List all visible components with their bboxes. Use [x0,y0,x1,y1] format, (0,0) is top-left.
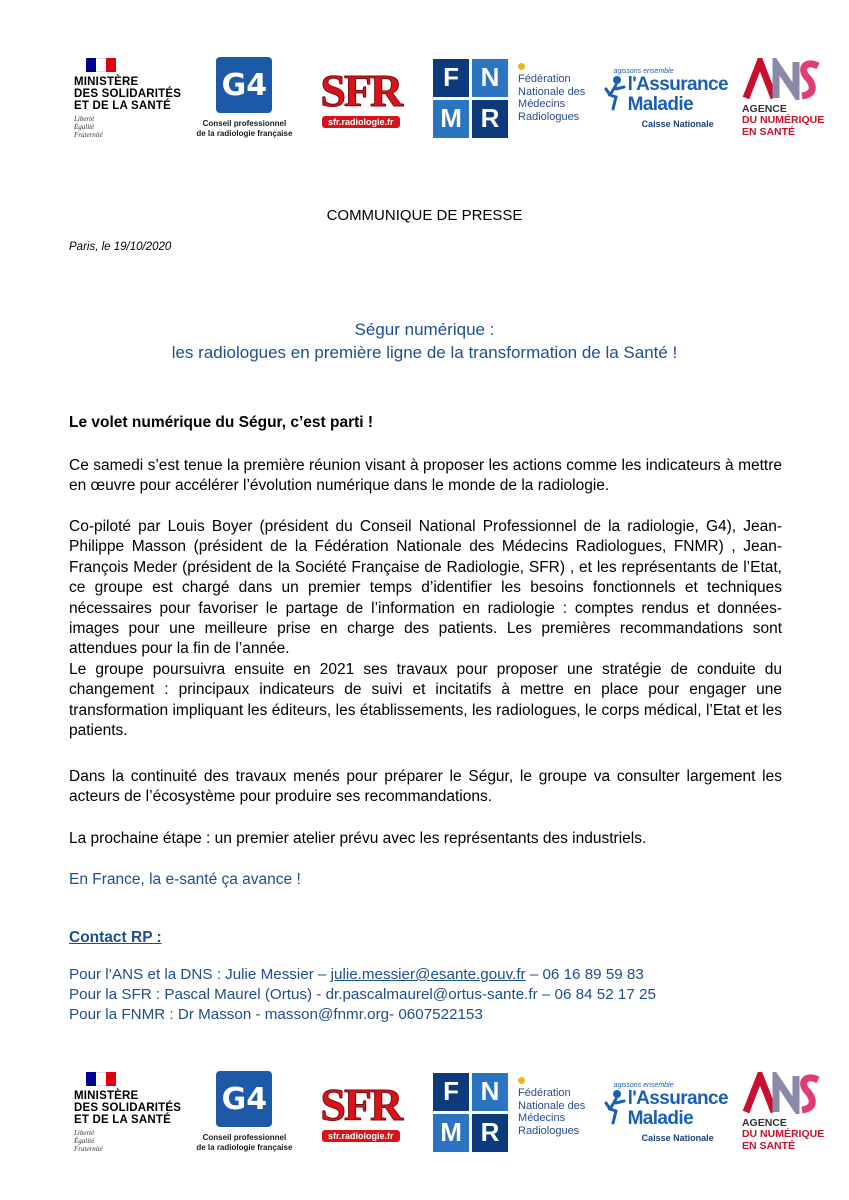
fnmr-logo: F N M R Fédération Nationale des Médecins Radiologues [427,53,591,143]
assurance-maladie-logo: agissons ensemble l'Assurance Maladie Caisse Nationale [602,1067,732,1157]
document-type-heading: COMMUNIQUE DE PRESSE [326,207,523,224]
contact-ans: Pour l’ANS et la DNS : Julie Messier – julie.messier@esante.gouv.fr – 06 16 89 59 83 [69,966,644,983]
running-figure-icon [604,75,626,111]
ans-logo: AGENCE DU NUMÉRIQUE EN SANTÉ [742,1062,832,1162]
contact-sfr: Pour la SFR : Pascal Maurel (Ortus) - dr.pascalmaurel@ortus-sante.fr – 06 84 52 17 25 [69,986,656,1004]
g4-logo: G4 Conseil professionnel de la radiologie française [194,48,294,148]
french-flag-icon [86,58,116,72]
contact-list [69,965,656,1026]
paragraph-4: Dans la continuité des travaux menés pour préparer le Ségur, le groupe va consulter largement les acteurs de l’écosystème pour produire ses recommandations. [69,768,782,806]
paragraph-3: Le groupe poursuivra ensuite en 2021 ses travaux pour proposer une stratégie de conduite du changement : principaux indicateurs de suivi et incitatifs à mettre en place pour engager une transformation impliquant les éditeurs, les établissements, les radiologues, le corps médical, l’Etat et les patients. [69,661,782,740]
closing-slogan: En France, la e-santé ça avance ! [69,871,301,888]
email-link[interactable]: julie.messier@esante.gouv.fr [330,966,526,983]
sfr-logo: SFR sfr.radiologie.fr [320,1079,402,1141]
contact-fnmr: Pour la FNMR : Dr Masson - masson@fnmr.org- 0607522153 [69,1006,483,1024]
ans-logo: AGENCE DU NUMÉRIQUE EN SANTÉ [742,48,832,148]
sfr-logo: SFR sfr.radiologie.fr [320,65,402,127]
paragraph-5: La prochaine étape : un premier atelier prévu avec les représentants des industriels. [69,830,647,847]
paragraph-2: Co-piloté par Louis Boyer (président du Conseil National Professionnel de la radiologie, G4), Jean-Philippe Masson (président de la Fédération Nationale des Médecins Radiologues, FNMR) , Jean-François Meder (président de la Société Française de Radiologie, SFR) , et les représentants de l’Etat, ce groupe est chargé dans un premier temps d’identifier les besoins fonctionnels et techniques nécessaires pour favoriser le partage de l’information en radiologie : comptes rendus et données-images pour une meilleure prise en charge des patients. Les premières recommandations sont attendues pour la fin de l’année. [69,518,782,658]
ans-mark-icon [742,1072,822,1114]
ministere-logo: MINISTÈRE DES SOLIDARITÉS ET DE LA SANTÉ Liberté Égalité Fraternité [62,48,184,148]
fnmr-letters-icon: F N M R [433,59,508,138]
page-title: Ségur numérique : les radiologues en première ligne de la transformation de la Santé ! [171,320,678,362]
assurance-maladie-logo: agissons ensemble l'Assurance Maladie Caisse Nationale [602,53,732,143]
g4-mark-icon: G4 [216,1071,272,1127]
paragraph-1: Ce samedi s’est tenue la première réunion visant à proposer les actions comme les indicateurs à mettre en œuvre pour accélérer l’évolution numérique dans le monde de la radiologie. [69,457,782,495]
running-figure-icon [604,1089,626,1125]
french-flag-icon [86,1072,116,1086]
footer-logo-row [62,1062,832,1162]
header-logo-row [62,48,832,148]
ministere-logo: MINISTÈRE DES SOLIDARITÉS ET DE LA SANTÉ Liberté Égalité Fraternité [62,1062,184,1162]
fnmr-letters-icon: F N M R [433,1073,508,1152]
fnmr-logo: F N M R Fédération Nationale des Médecins Radiologues [427,1067,591,1157]
g4-logo: G4 Conseil professionnel de la radiologie française [194,1062,294,1162]
document-date: Paris, le 19/10/2020 [69,241,172,253]
lead-heading: Le volet numérique du Ségur, c’est parti ! [69,414,374,431]
g4-mark-icon: G4 [216,57,272,113]
contact-heading: Contact RP : [69,929,162,946]
ans-mark-icon [742,58,822,100]
